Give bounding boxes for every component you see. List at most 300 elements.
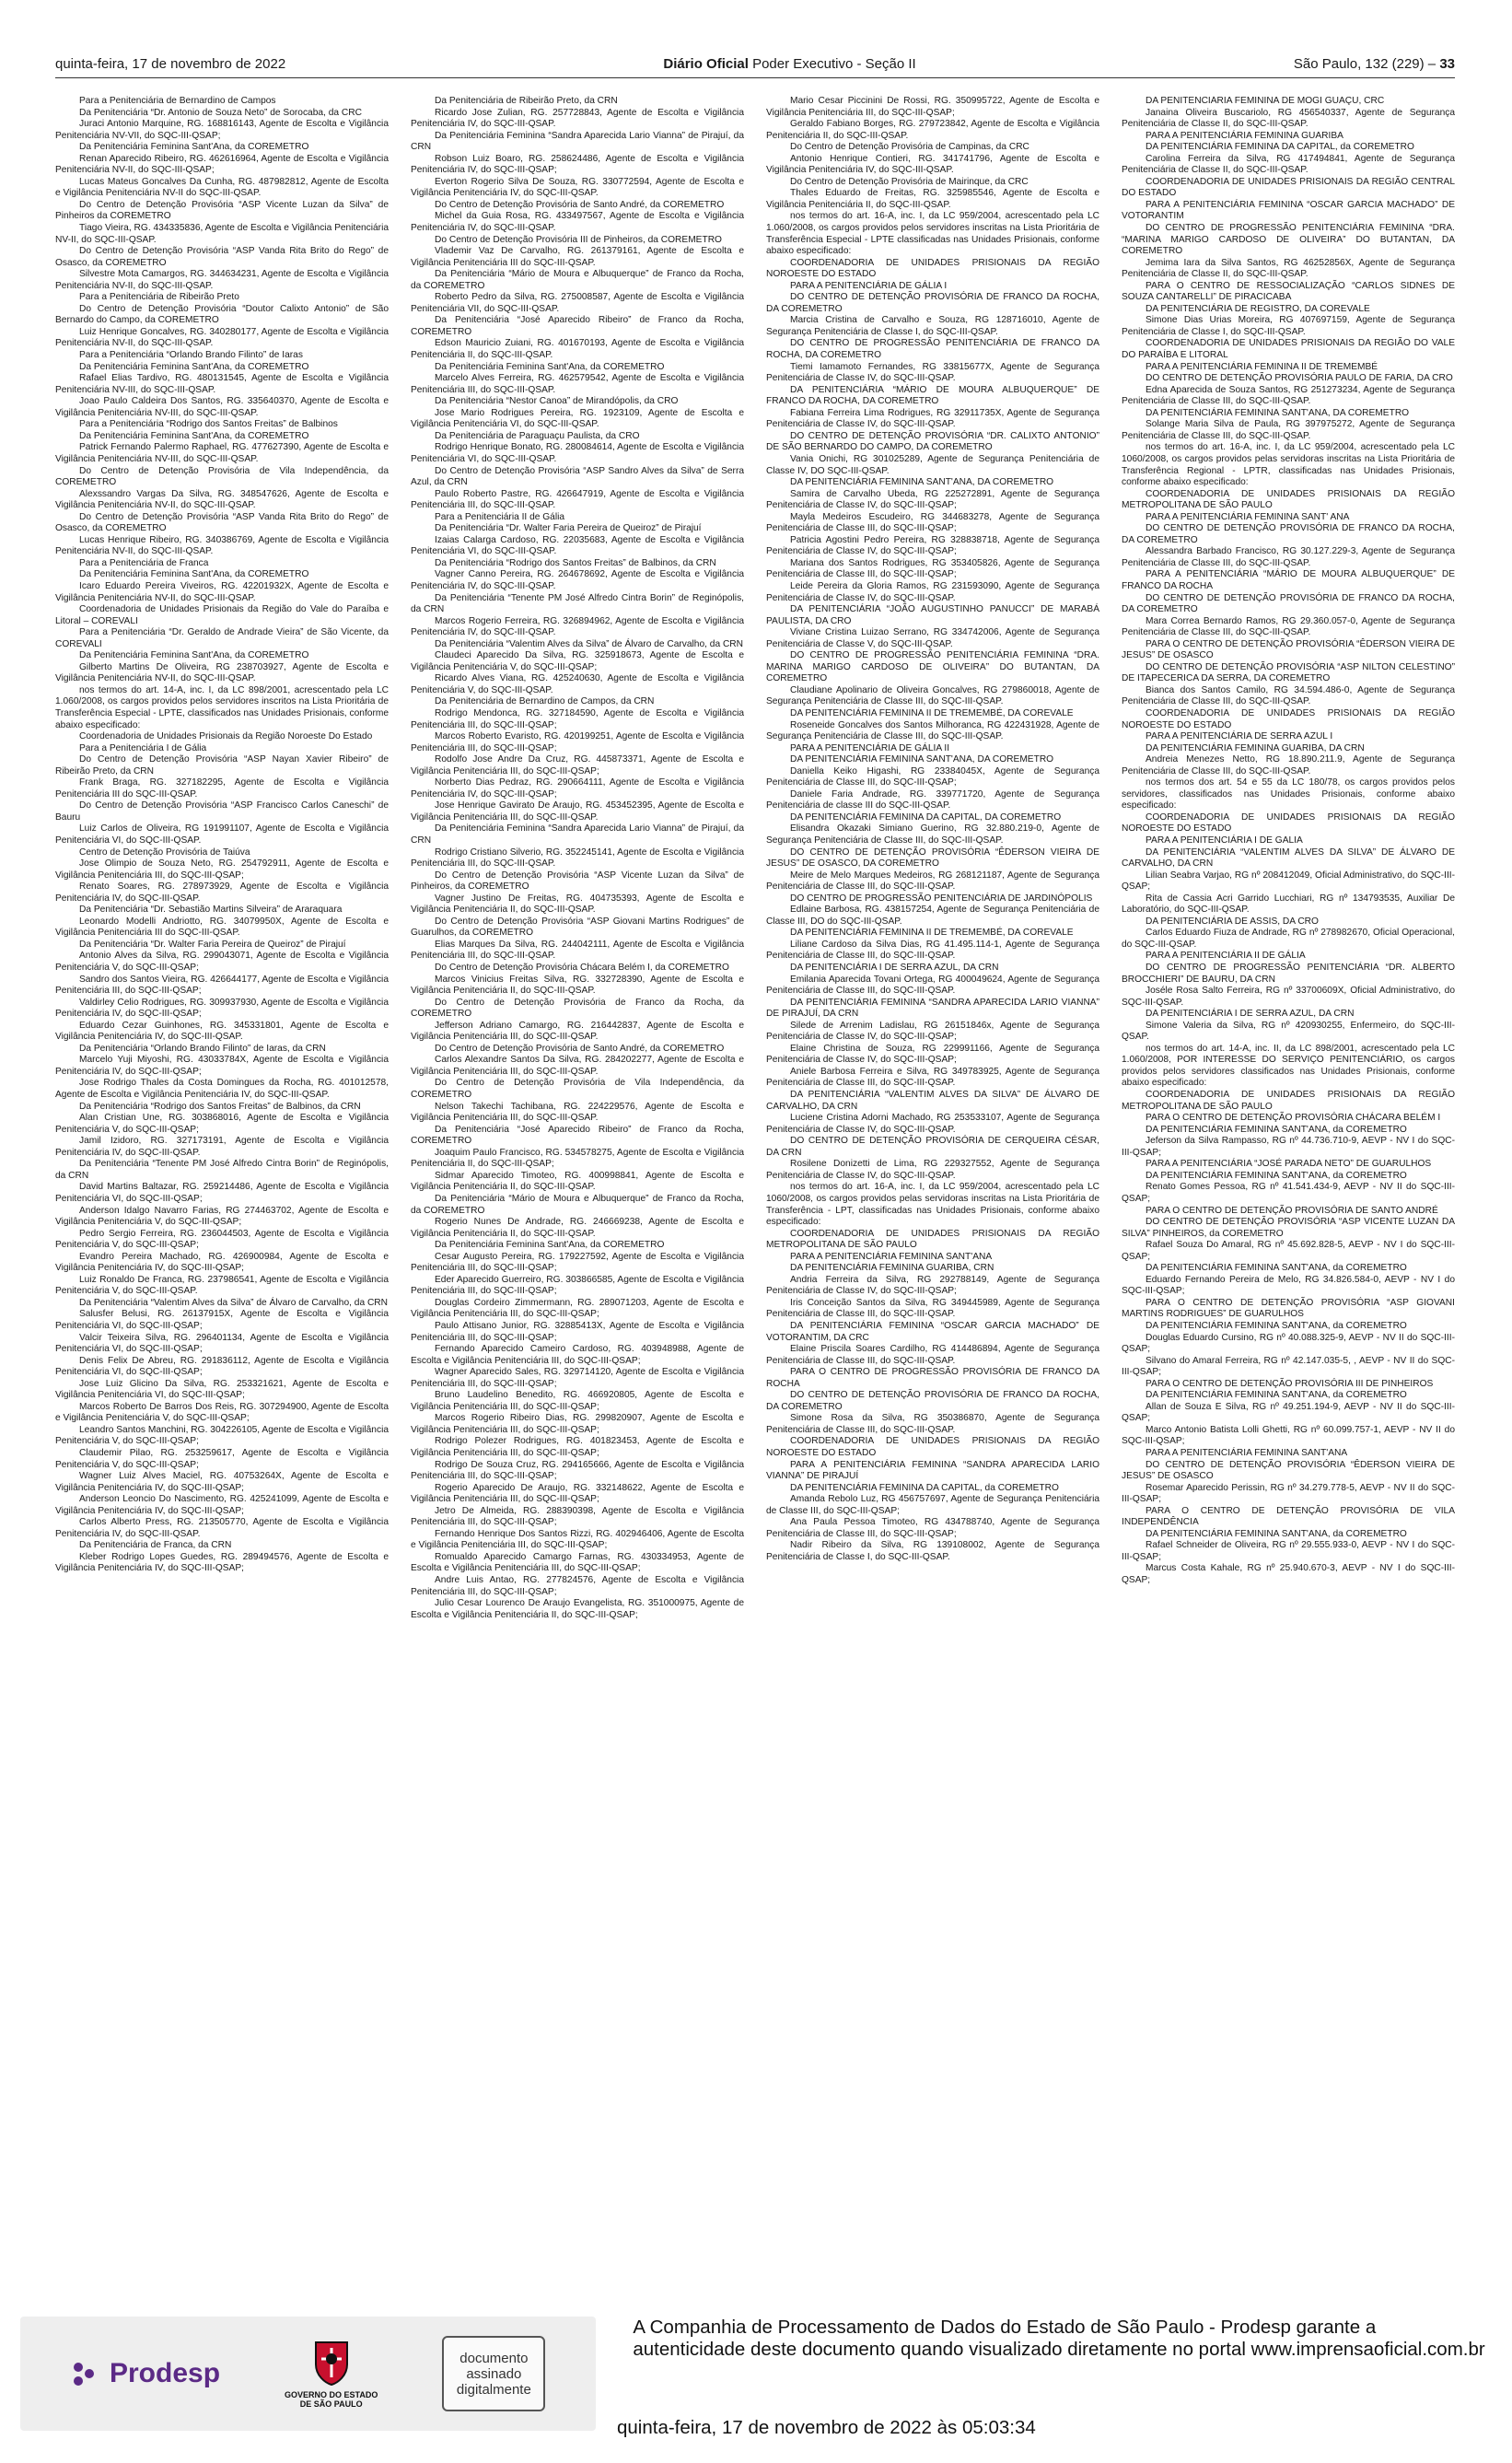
paragraph: DA PENITENCIÁRIA “VALENTIM ALVES DA SILVA” DE ÁLVARO DE CARVALHO, DA CRN — [1122, 846, 1455, 870]
paragraph: Jose Rodrigo Thales da Costa Domingues da Rocha, RG. 401012578, Agente de Escolta e Vigilância Penitenciária IV, do SQC-III-QSAP. — [55, 1078, 389, 1101]
paragraph: Do Centro de Detenção Provisória “Doutor Calixto Antonio” de São Bernardo do Campo, da COREMETRO — [55, 303, 389, 326]
paragraph: Da Penitenciária “Dr. Walter Faria Pereira de Queiroz” de Pirajuí — [435, 523, 702, 534]
paragraph: Aniele Barbosa Ferreira e Silva, RG 349783925, Agente de Segurança Penitenciária de Classe III, do SQC-III-QSAP. — [766, 1066, 1099, 1089]
paragraph: Douglas Eduardo Cursino, RG nº 40.088.325-9, AEVP - NV II do SQC-III-QSAP; — [1122, 1332, 1455, 1355]
paragraph: Do Centro de Detenção Provisória “ASP Vicente Luzan da Silva” de Pinheiros da COREMETRO — [55, 199, 389, 222]
paragraph: Marcelo Alves Ferreira, RG. 462579542, Agente de Escolta e Vigilância Penitenciária III, do SQC-III-QSAP. — [411, 373, 744, 395]
header-title-bold: Diário Oficial — [663, 55, 749, 72]
paragraph: Para a Penitenciária “Dr. Geraldo de Andrade Vieira” de São Vicente, da COREVALI — [55, 627, 389, 649]
paragraph: DO CENTRO DE DETENÇÃO PROVISÓRIA “DR. CALIXTO ANTONIO” DE SÃO BERNARDO DO CAMPO, DA COREMETRO — [766, 430, 1099, 453]
paragraph: Renan Aparecido Ribeiro, RG. 462616964, Agente de Escolta e Vigilância Penitenciária NV-II, do SQC-III-QSAP; — [55, 153, 389, 176]
paragraph: Marcos Roberto Evaristo, RG. 420199251, Agente de Escolta e Vigilância Penitenciária III, do SQC-III-QSAP; — [411, 731, 744, 753]
paragraph: Sidmar Aparecido Timoteo, RG. 400998841, Agente de Escolta e Vigilância Penitenciária II, do SQC-III-QSAP. — [411, 1170, 744, 1193]
paragraph: DA PENITENCIÁRIA DE ASSIS, DA CRO — [1146, 916, 1319, 927]
paragraph: Nelson Takechi Tachibana, RG. 224229576, Agente de Escolta e Vigilância Penitenciária III, do SQC-III-QSAP. — [411, 1101, 744, 1124]
paragraph: DO CENTRO DE DETENÇÃO PROVISÓRIA PAULO DE FARIA, DA CRO — [1146, 373, 1453, 384]
paragraph: Leandro Santos Manchini, RG. 304226105, Agente de Escolta e Vigilância Penitenciária V, do SQC-III-QSAP; — [55, 1424, 389, 1447]
paragraph: DA PENITENCIÁRIA FEMININA SANT'ANA, da COREMETRO — [1146, 1124, 1407, 1135]
paragraph: Sandro dos Santos Vieira, RG. 426644177, Agente de Escolta e Vigilância Penitenciária III, do SQC-III-QSAP; — [55, 974, 389, 997]
paragraph: Da Penitenciária “Dr. Walter Faria Pereira de Queiroz” de Pirajuí — [79, 939, 346, 950]
page-header — [55, 52, 1455, 76]
header-title — [663, 56, 915, 72]
paragraph: PARA A PENITENCIÁRIA DE GÁLIA II — [790, 742, 950, 753]
paragraph: David Martins Baltazar, RG. 259214486, Agente de Escolta e Vigilância Penitenciária VI, do SQC-III-QSAP; — [55, 1182, 389, 1204]
paragraph: PARA A PENITENCIÁRIA DE SERRA AZUL I — [1146, 731, 1333, 742]
paragraph: DA PENITENCIÁRIA I DE SERRA AZUL, DA CRN — [790, 963, 999, 974]
text-columns — [55, 96, 1455, 2299]
paragraph: Anderson Idalgo Navarro Farias, RG 274463702, Agente de Escolta e Vigilância Penitenciária V, do SQC-III-QSAP; — [55, 1205, 389, 1228]
paragraph: DO CENTRO DE DETENÇÃO PROVISÓRIA DE FRANCO DA ROCHA, DA COREMETRO — [766, 1390, 1099, 1412]
paragraph: Thales Eduardo de Freitas, RG. 325985546, Agente de Escolta e Vigilância Penitenciária II, do SQC-III-QSAP. — [766, 188, 1099, 210]
paragraph: PARA A PENITENCIÁRIA “JOSÉ PARADA NETO” DE GUARULHOS — [1146, 1159, 1432, 1170]
paragraph: Renato Gomes Pessoa, RG nº 41.541.434-9, AEVP - NV II do SQC-III-QSAP; — [1122, 1182, 1455, 1204]
paragraph: DA PENITENCIÁRIA FEMININA II DE TREMEMBÉ, DA COREVALE — [790, 707, 1074, 718]
paragraph: Da Penitenciária Feminina Sant'Ana, da COREMETRO — [79, 430, 309, 441]
paragraph: Da Penitenciária Feminina Sant'Ana, da COREMETRO — [79, 361, 309, 372]
paragraph: Iris Conceição Santos da Silva, RG 349445989, Agente de Segurança Penitenciária de Classe III, do SQC-III-QSAP. — [766, 1297, 1099, 1320]
paragraph: PARA O CENTRO DE DETENÇÃO PROVISÓRIA “ASP GIOVANI MARTINS RODRIGUES” DE GUARULHOS — [1122, 1297, 1455, 1320]
paragraph: DA PENITENCIÁRIA FEMININA SANT'ANA, DA COREMETRO — [1146, 407, 1410, 418]
paragraph: Claudemir Pilao, RG. 253259617, Agente de Escolta e Vigilância Penitenciária V, do SQC-III-QSAP; — [55, 1447, 389, 1470]
paragraph: DO CENTRO DE DETENÇÃO PROVISÓRIA “ASP VICENTE LUZAN DA SILVA” PINHEIROS, da COREMETRO — [1122, 1217, 1455, 1239]
paragraph: Edna Aparecida de Souza Santos, RG 251273234, Agente de Segurança Penitenciária de Classe III, do SQC-III-QSAP. — [1122, 384, 1455, 407]
footer-logos — [20, 2317, 596, 2431]
paragraph: Cesar Augusto Pereira, RG. 179227592, Agente de Escolta e Vigilância Penitenciária III, do SQC-III-QSAP; — [411, 1251, 744, 1274]
paragraph: Da Penitenciária de Bernardino de Campos, da CRN — [435, 696, 655, 707]
paragraph: COORDENADORIA DE UNIDADES PRISIONAIS DA REGIÃO NOROESTE DO ESTADO — [1122, 707, 1455, 730]
paragraph: Joséle Rosa Salto Ferreira, RG nº 33700609X, Oficial Administrativo, do SQC-III-QSAP. — [1122, 986, 1455, 1008]
paragraph: Do Centro de Detenção Provisória de Franco da Rocha, da COREMETRO — [411, 997, 744, 1020]
paragraph: Do Centro de Detenção Provisória de Vila Independência, da COREMETRO — [55, 465, 389, 488]
paragraph: Jefferson Adriano Camargo, RG. 216442837, Agente de Escolta e Vigilância Penitenciária III, do SQC-III-QSAP. — [411, 1020, 744, 1043]
paragraph: Alessandra Barbado Francisco, RG 30.127.229-3, Agente de Segurança Penitenciária de Classe III, do SQC-III-QSAP. — [1122, 546, 1455, 568]
paragraph: Fabiana Ferreira Lima Rodrigues, RG 32911735X, Agente de Segurança Penitenciária de Classe IV, do SQC-III-QSAP. — [766, 407, 1099, 430]
paragraph: PARA O CENTRO DE DETENÇÃO PROVISÓRIA DE SANTO ANDRÉ — [1146, 1205, 1438, 1216]
paragraph: DA PENITENCIÁRIA FEMININA SANT'ANA, da COREMETRO — [1146, 1263, 1407, 1274]
paragraph: Marcos Rogerio Ribeiro Dias, RG. 299820907, Agente de Escolta e Vigilância Penitenciária III, do SQC-III-QSAP; — [411, 1413, 744, 1435]
paragraph: Jose Mario Rodrigues Pereira, RG. 1923109, Agente de Escolta e Vigilância Penitenciária VI, do SQC-III-QSAP. — [411, 407, 744, 430]
paragraph: Do Centro de Detenção Provisória Chácara Belém I, da COREMETRO — [435, 963, 729, 974]
paragraph: Da Penitenciária “Mário de Moura e Albuquerque” de Franco da Rocha, da COREMETRO — [411, 269, 744, 291]
header-location — [1294, 56, 1455, 72]
paragraph: Jamil Izidoro, RG. 327173191, Agente de Escolta e Vigilância Penitenciária IV, do SQC-III-QSAP. — [55, 1136, 389, 1158]
paragraph: DA PENITENCIÁRIA FEMININA SANT'ANA, da COREMETRO — [1146, 1528, 1407, 1539]
paragraph: Do Centro de Detenção Provisória “ASP Vanda Rita Brito do Rego” de Osasco, da COREMETRO — [55, 511, 389, 534]
paragraph: Da Penitenciária Feminina Sant'Ana, da COREMETRO — [79, 650, 309, 661]
paragraph: Meire de Melo Marques Medeiros, RG 268121187, Agente de Segurança Penitenciária de Classe III, do SQC-III-QSAP. — [766, 870, 1099, 893]
paragraph: Coordenadoria de Unidades Prisionais da Região Noroeste Do Estado — [79, 731, 373, 742]
paragraph: COORDENADORIA DE UNIDADES PRISIONAIS DA REGIÃO NOROESTE DO ESTADO — [766, 1436, 1099, 1458]
paragraph: Do Centro de Detenção Provisória “ASP Vicente Luzan da Silva” de Pinheiros, da COREMETRO — [411, 870, 744, 893]
paragraph: Vagner Canno Pereira, RG. 264678692, Agente de Escolta e Vigilância Penitenciária IV, do SQC-III-QSAP. — [411, 569, 744, 591]
paragraph: COORDENADORIA DE UNIDADES PRISIONAIS DA REGIÃO METROPOLITANA DE SÃO PAULO — [766, 1228, 1099, 1251]
stamp-line1: documento — [459, 2350, 529, 2366]
paragraph: Salusfer Belusi, RG. 26137915X, Agente de Escolta e Vigilância Penitenciária VI, do SQC-III-QSAP; — [55, 1309, 389, 1331]
paragraph: Leonardo Modelli Andriotto, RG. 34079950X, Agente de Escolta e Vigilância Penitenciária III do SQC-III-QSAP. — [55, 916, 389, 939]
paragraph: Paulo Attisano Junior, RG. 32885413X, Agente de Escolta e Vigilância Penitenciária III, do SQC-III-QSAP; — [411, 1320, 744, 1343]
paragraph: Do Centro de Detenção Provisória “ASP Giovani Martins Rodrigues” de Guarulhos, da COREMETRO — [411, 916, 744, 939]
paragraph: Bruno Laudelino Benedito, RG. 466920805, Agente de Escolta e Vigilância Penitenciária III, do SQC-III-QSAP; — [411, 1390, 744, 1412]
paragraph: PARA O CENTRO DE DETENÇÃO PROVISÓRIA “ÊDERSON VIEIRA DE JESUS” DE OSASCO — [1122, 638, 1455, 661]
stamp-line2: assinado — [466, 2365, 522, 2382]
paragraph: Ricardo Jose Zulian, RG. 257728843, Agente de Escolta e Vigilância Penitenciária IV, do SQC-III-QSAP. — [411, 107, 744, 130]
text-column-2 — [411, 96, 744, 2299]
paragraph: Ricardo Alves Viana, RG. 425240630, Agente de Escolta e Vigilância Penitenciária V, do SQC-III-QSAP. — [411, 673, 744, 695]
paragraph: PARA A PENITENCIÁRIA FEMININA “OSCAR GARCIA MACHADO” DE VOTORANTIM — [1122, 199, 1455, 222]
paragraph: PARA A PENITENCIÁRIA II DE GÁLIA — [1146, 951, 1306, 962]
footer-timestamp: quinta-feira, 17 de novembro de 2022 às 05:03:34 — [617, 2417, 1036, 2438]
paragraph: Rafael Schneider de Oliveira, RG nº 29.555.933-0, AEVP - NV I do SQC-III-QSAP; — [1122, 1540, 1455, 1562]
page-number: 33 — [1439, 55, 1455, 72]
paragraph: Alexssandro Vargas Da Silva, RG. 348547626, Agente de Escolta e Vigilância Penitenciária NV-II, do SQC-III-QSAP. — [55, 488, 389, 511]
paragraph: nos termos do art. 16-A, inc. I, da LC 959/2004, acrescentado pela LC 1.060/2008, os cargos providos pelos servidores inscritas na Lista Prioritária de Transferência Especial - LPTE classificadas nas Unidades Prisionais, conforme abaixo especificado: — [766, 211, 1099, 257]
paragraph: Anderson Leoncio Do Nascimento, RG. 425241099, Agente de Escolta e Vigilância Penitenciária IV, do SQC-III-QSAP; — [55, 1494, 389, 1516]
paragraph: Da Penitenciária “Orlando Brando Filinto” de Iaras, da CRN — [79, 1043, 326, 1054]
paragraph: Da Penitenciária “Rodrigo dos Santos Freitas” de Balbinos, da CRN — [79, 1101, 361, 1112]
paragraph: COORDENADORIA DE UNIDADES PRISIONAIS DA REGIÃO METROPOLITANA DE SÃO PAULO — [1122, 488, 1455, 511]
paragraph: Para a Penitenciária de Bernardino de Campos — [79, 96, 276, 106]
paragraph: nos termos do art. 16-A, inc. I, da LC 959/2004, acrescentado pela LC 1060/2008, os cargos providos pelas servidoras inscritas na Lista Prioritária de Transferência Regional - LPTR, classificadas nas Unidades Prisionais, conforme abaixo especificado: — [1122, 442, 1455, 488]
paragraph: DO CENTRO DE DETENÇÃO PROVISÓRIA “ÊDERSON VIEIRA DE JESUS” DE OSASCO — [1122, 1459, 1455, 1482]
text-column-4 — [1122, 96, 1455, 2299]
paragraph: DO CENTRO DE DETENÇÃO PROVISÓRIA DE FRANCO DA ROCHA, DA COREMETRO — [1122, 523, 1455, 545]
paragraph: Simone Valeria da Silva, RG nº 420930255, Enfermeiro, do SQC-III-QSAP. — [1122, 1020, 1455, 1043]
paragraph: Da Penitenciária Feminina Sant'Ana, da COREMETRO — [435, 1240, 665, 1251]
paragraph: Rogerio Aparecido De Araujo, RG. 332148622, Agente de Escolta e Vigilância Penitenciária III, do SQC-III-QSAP; — [411, 1482, 744, 1505]
paragraph: Janaina Oliveira Buscariolo, RG 456540337, Agente de Segurança Penitenciária de Classe II, do SQC-III-QSAP. — [1122, 107, 1455, 130]
paragraph: Marcelo Yuji Miyoshi, RG. 43033784X, Agente de Escolta e Vigilância Penitenciária IV, do SQC-III-QSAP; — [55, 1055, 389, 1077]
paragraph: Para a Penitenciária I de Gália — [79, 742, 207, 753]
paragraph: Ana Paula Pessoa Timoteo, RG 434788740, Agente de Segurança Penitenciária de Classe III, do SQC-III-QSAP; — [766, 1517, 1099, 1539]
gov-sp-logo — [285, 2339, 378, 2409]
paragraph: DA PENITENCIÁRIA FEMININA GUARIBA, DA CRN — [1146, 742, 1365, 753]
paragraph: Centro de Detenção Provisória de Taiúva — [79, 846, 250, 858]
paragraph: Patricia Agostini Pedro Pereira, RG 328838718, Agente de Segurança Penitenciária de Classe IV, do SQC-III-QSAP; — [766, 534, 1099, 557]
paragraph: PARA A PENITENCIÁRIA FEMININA SANT'ANA — [790, 1251, 993, 1262]
paragraph: Eduardo Fernando Pereira de Melo, RG 34.826.584-0, AEVP - NV I do SQC-III-QSAP; — [1122, 1274, 1455, 1297]
paragraph: DO CENTRO DE DETENÇÃO PROVISÓRIA “ASP NILTON CELESTINO” DE ITAPECERICA DA SERRA, DA COREMETRO — [1122, 661, 1455, 684]
paragraph: Rodrigo Henrique Bonato, RG. 280084614, Agente de Escolta e Vigilância Penitenciária VI, do SQC-III-QSAP. — [411, 442, 744, 464]
paragraph: Eder Aparecido Guerreiro, RG. 303866585, Agente de Escolta e Vigilância Penitenciária III, do SQC-III-QSAP; — [411, 1274, 744, 1297]
paragraph: Da Penitenciária Feminina “Sandra Aparecida Lario Vianna” de Pirajuí, da CRN — [411, 130, 744, 153]
paragraph: Andreia Menezes Netto, RG 18.890.211.9, Agente de Segurança Penitenciária de Classe III, do SQC-III-QSAP. — [1122, 754, 1455, 776]
paragraph: Valdirley Celio Rodrigues, RG. 309937930, Agente de Escolta e Vigilância Penitenciária IV, do SQC-III-QSAP; — [55, 997, 389, 1020]
paragraph: Luiz Ronaldo De Franca, RG. 237986541, Agente de Escolta e Vigilância Penitenciária V, do SQC-III-QSAP. — [55, 1274, 389, 1297]
paragraph: Izaias Calarga Cardoso, RG. 22035683, Agente de Escolta e Vigilância Penitenciária VI, do SQC-III-QSAP. — [411, 534, 744, 557]
paragraph: Mara Correa Bernardo Ramos, RG 29.360.057-0, Agente de Segurança Penitenciária de Classe III, do SQC-III-QSAP. — [1122, 615, 1455, 638]
paragraph: Da Penitenciária “José Aparecido Ribeiro” de Franco da Rocha, COREMETRO — [411, 1124, 744, 1147]
paragraph: PARA A PENITENCIÁRIA FEMININA “SANDRA APARECIDA LARIO VIANNA” DE PIRAJUÍ — [766, 1459, 1099, 1482]
paragraph: Silvano do Amaral Ferreira, RG nº 42.147.035-5, , AEVP - NV II do SQC-III-QSAP; — [1122, 1355, 1455, 1378]
paragraph: DA PENITENCIÁRIA FEMININA SANT'ANA, DA COREMETRO — [790, 477, 1054, 488]
paragraph: COORDENADORIA DE UNIDADES PRISIONAIS DA REGIÃO DO VALE DO PARAÍBA E LITORAL — [1122, 338, 1455, 361]
paragraph: COORDENADORIA DE UNIDADES PRISIONAIS DA REGIÃO NOROESTE DO ESTADO — [1122, 811, 1455, 835]
text-column-3 — [766, 96, 1099, 2299]
paragraph: Rita de Cassia Acri Garrido Lucchiari, RG nº 134793535, Auxiliar De Laboratório, do SQC-III-QSAP. — [1122, 893, 1455, 916]
paragraph: DA PENITENCIÁRIA FEMININA SANT'ANA, da COREMETRO — [1146, 1170, 1407, 1181]
paragraph: Edson Mauricio Zuiani, RG. 401670193, Agente de Escolta e Vigilância Penitenciária II, do SQC-III-QSAP. — [411, 338, 744, 361]
paragraph: Simone Rosa da Silva, RG 350386870, Agente de Segurança Penitenciária de Classe III, do SQC-III-QSAP. — [766, 1413, 1099, 1435]
paragraph: Alan Cristian Une, RG. 303868016, Agente de Escolta e Vigilância Penitenciária V, do SQC-III-QSAP; — [55, 1113, 389, 1135]
paragraph: Tiago Vieira, RG. 434335836, Agente de Escolta e Vigilância Penitenciária NV-II, do SQC-III-QSAP. — [55, 223, 389, 245]
paragraph: Do Centro de Detenção Provisória de Mairinque, da CRC — [790, 176, 1029, 187]
paragraph: Romualdo Aparecido Camargo Farnas, RG. 430334953, Agente de Escolta e Vigilância Penitenciária III, do SQC-III-QSAP; — [411, 1551, 744, 1574]
paragraph: Norberto Dias Pedraz, RG. 290664111, Agente de Escolta e Vigilância Penitenciária IV, do SQC-III-QSAP; — [411, 777, 744, 800]
paragraph: nos termos do art. 14-A, inc. II, da LC 898/2001, acrescentado pela LC 1.060/2008, POR INTERESSE DO SERVIÇO PENITENCIÁRIO, os cargos providos pelos servidores classificados nas Unidades Prisionais, conforme abaixo especificado: — [1122, 1043, 1455, 1089]
paragraph: Paulo Roberto Pastre, RG. 426647919, Agente de Escolta e Vigilância Penitenciária III, do SQC-III-QSAP. — [411, 488, 744, 511]
paragraph: Rosemar Aparecido Perissin, RG nº 34.279.778-5, AEVP - NV II do SQC-III-QSAP; — [1122, 1482, 1455, 1505]
authenticity-notice: A Companhia de Processamento de Dados do Estado de São Paulo - Prodesp garante a autenticidade deste documento quando visualizado diretamente no portal www.imprensaoficial.com.br — [633, 2317, 1485, 2360]
paragraph: Vlademir Vaz De Carvalho, RG. 261379161, Agente de Escolta e Vigilância Penitenciária III do SQC-III-QSAP. — [411, 246, 744, 268]
stamp-line3: digitalmente — [456, 2381, 531, 2398]
paragraph: Silvestre Mota Camargos, RG. 344634231, Agente de Escolta e Vigilância Penitenciária NV-II, do SQC-III-QSAP. — [55, 269, 389, 291]
paragraph: PARA O CENTRO DE DETENÇÃO PROVISÓRIA DE VILA INDEPENDÊNCIA — [1122, 1505, 1455, 1528]
paragraph: DA PENITENCIÁRIA FEMININA SANT'ANA, da COREMETRO — [1146, 1390, 1407, 1401]
paragraph: Vania Onichi, RG 301025289, Agente de Segurança Penitenciária de Classe IV, DO SQC-III-QSAP. — [766, 453, 1099, 476]
paragraph: DA PENITENCIÁRIA FEMININA GUARIBA, CRN — [790, 1263, 994, 1274]
paragraph: Marcia Cristina de Carvalho e Souza, RG 128716010, Agente de Segurança Penitenciária de Classe I, do SQC-III-QSAP. — [766, 315, 1099, 337]
paragraph: Vagner Justino De Freitas, RG. 404735393, Agente de Escolta e Vigilância Penitenciária II, do SQC-III-QSAP. — [411, 893, 744, 916]
paragraph: Samira de Carvalho Ubeda, RG 225272891, Agente de Segurança Penitenciária de Classe IV, do SQC-III-QSAP; — [766, 488, 1099, 511]
paragraph: Allan de Souza E Silva, RG nº 49.251.194-9, AEVP - NV II do SQC-III-QSAP; — [1122, 1401, 1455, 1424]
paragraph: Juraci Antonio Marquine, RG. 168816143, Agente de Escolta e Vigilância Penitenciária NV-VII, do SQC-III-QSAP; — [55, 119, 389, 141]
paragraph: Do Centro de Detenção Provisória de Vila Independência, da COREMETRO — [411, 1078, 744, 1101]
paragraph: Jetro De Almeida, RG. 288390398, Agente de Escolta e Vigilância Penitenciária III, do SQC-III-QSAP; — [411, 1505, 744, 1528]
paragraph: Joao Paulo Caldeira Dos Santos, RG. 335640370, Agente de Escolta e Vigilância Penitenciária NV-III, do SQC-III-QSAP. — [55, 396, 389, 418]
paragraph: PARA O CENTRO DE PROGRESSÃO PROVISÓRIA DE FRANCO DA ROCHA — [766, 1367, 1099, 1389]
paragraph: Jeferson da Silva Rampasso, RG nº 44.736.710-9, AEVP - NV I do SQC-III-QSAP; — [1122, 1136, 1455, 1158]
paragraph: PARA A PENITENCIÁRIA DE GÁLIA I — [790, 280, 948, 291]
paragraph: Icaro Eduardo Pereira Viveiros, RG. 42201932X, Agente de Escolta e Vigilância Penitenciária NV-II, do SQC-III-QSAP. — [55, 580, 389, 603]
paragraph: Rogerio Nunes De Andrade, RG. 246669238, Agente de Escolta e Vigilância Penitenciária II, do SQC-III-QSAP. — [411, 1217, 744, 1239]
paragraph: Douglas Cordeiro Zimmermann, RG. 289071203, Agente de Escolta e Vigilância Penitenciária III, do SQC-III-QSAP; — [411, 1297, 744, 1320]
paragraph: Para a Penitenciária “Rodrigo dos Santos Freitas” de Balbinos — [79, 419, 338, 430]
paragraph: Claudiane Apolinario de Oliveira Goncalves, RG 279860018, Agente de Segurança Penitenciária de Classe III, do SQC-III-QSAP. — [766, 684, 1099, 707]
header-date: quinta-feira, 17 de novembro de 2022 — [55, 55, 286, 72]
paragraph: PARA A PENITENCIÁRIA FEMININA SANT' ANA — [1146, 511, 1350, 522]
paragraph: PARA O CENTRO DE DETENÇÃO PROVISÓRIA CHÁCARA BELÉM I — [1146, 1113, 1441, 1124]
paragraph: Lucas Henrique Ribeiro, RG. 340386769, Agente de Escolta e Vigilância Penitenciária NV-II, do SQC-III-QSAP. — [55, 534, 389, 557]
paragraph: Da Penitenciária de Ribeirão Preto, da CRN — [435, 96, 618, 106]
paragraph: Emilania Aparecida Tovani Ortega, RG 400049624, Agente de Segurança Penitenciária de Classe III, do SQC-III-QSAP. — [766, 974, 1099, 997]
paragraph: Amanda Rebolo Luz, RG 456757697, Agente de Segurança Penitenciária de Classe III, do SQC-III-QSAP; — [766, 1494, 1099, 1516]
paragraph: Mayla Medeiros Escudeiro, RG 344683278, Agente de Segurança Penitenciária de Classe III, do SQC-III-QSAP; — [766, 511, 1099, 534]
paragraph: DA PENITENCIÁRIA FEMININA DE MOGI GUAÇU, CRC — [1146, 96, 1385, 106]
paragraph: Do Centro de Detenção Provisória de Santo André, da COREMETRO — [435, 199, 725, 210]
paragraph: DA PENITENCIÁRIA FEMININA SANT'ANA, da COREMETRO — [1146, 1320, 1407, 1331]
paragraph: Antonio Henrique Contieri, RG. 341741796, Agente de Escolta e Vigilância Penitenciária IV, do SQC-III-QSAP. — [766, 153, 1099, 176]
paragraph: Nadir Ribeiro da Silva, RG 139108002, Agente de Segurança Penitenciária de Classe I, do SQC-III-QSAP. — [766, 1540, 1099, 1562]
paragraph: Claudeci Aparecido Da Silva, RG. 325918673, Agente de Escolta e Vigilância Penitenciária V, do SQC-III-QSAP; — [411, 650, 744, 672]
paragraph: Carlos Alberto Press, RG. 213505770, Agente de Escolta e Vigilância Penitenciária IV, do SQC-III-QSAP. — [55, 1517, 389, 1539]
paragraph: Rodrigo De Souza Cruz, RG. 294165666, Agente de Escolta e Vigilância Penitenciária III, do SQC-III-QSAP; — [411, 1459, 744, 1482]
paragraph: DA PENITENCIÁRIA FEMININA II DE TREMEMBÉ, DA COREVALE — [790, 928, 1074, 939]
paragraph: Do Centro de Detenção Provisória III de Pinheiros, da COREMETRO — [435, 234, 722, 245]
paragraph: Viviane Cristina Luizao Serrano, RG 334742006, Agente de Segurança Penitenciária de Classe V, do SQC-III-QSAP. — [766, 627, 1099, 649]
gov-logo-line2: DE SÃO PAULO — [299, 2399, 363, 2409]
paragraph: Valcir Teixeira Silva, RG. 296401134, Agente de Escolta e Vigilância Penitenciária VI, do SQC-III-QSAP; — [55, 1332, 389, 1355]
paragraph: DO CENTRO DE DETENÇÃO PROVISÓRIA “ÊDERSON VIEIRA DE JESUS” DE OSASCO, DA COREMETRO — [766, 846, 1099, 870]
paragraph: DA PENITENCIÁRIA “JOÃO AUGUSTINHO PANUCCI” DE MARABÁ PAULISTA, DA CRO — [766, 604, 1099, 626]
paragraph: Edlaine Barbosa, RG. 438157254, Agente de Segurança Penitenciária de Classe III, DO do SQC-III-QSAP. — [766, 905, 1099, 927]
paragraph: Lucas Mateus Goncalves Da Cunha, RG. 487982812, Agente de Escolta e Vigilância Penitenciária NV-II do SQC-III-QSAP. — [55, 176, 389, 199]
paragraph: Andre Luis Antao, RG. 277824576, Agente de Escolta e Vigilância Penitenciária III, do SQC-III-QSAP; — [411, 1575, 744, 1597]
paragraph: Kleber Rodrigo Lopes Guedes, RG. 289494576, Agente de Escolta e Vigilância Penitenciária IV, do SQC-III-QSAP; — [55, 1551, 389, 1574]
paragraph: PARA O CENTRO DE RESSOCIALIZAÇÃO “CARLOS SIDNES DE SOUZA CANTARELLI” DE PIRACICABA — [1122, 280, 1455, 303]
paragraph: DO CENTRO DE PROGRESSÃO PENITENCIÁRIA DE JARDINÓPOLIS — [790, 893, 1093, 904]
paragraph: COORDENADORIA DE UNIDADES PRISIONAIS DA REGIÃO NOROESTE DO ESTADO — [766, 257, 1099, 280]
paragraph: Simone Dias Urias Moreira, RG 407697159, Agente de Segurança Penitenciária de Classe I, do SQC-III-QSAP. — [1122, 315, 1455, 337]
paragraph: Rodrigo Cristiano Silverio, RG. 352245141, Agente de Escolta e Vigilância Penitenciária III, do SQC-III-QSAP. — [411, 846, 744, 870]
paragraph: PARA A PENITENCIÁRIA FEMININA SANT'ANA — [1146, 1447, 1348, 1458]
paragraph: Marcus Costa Kahale, RG nº 25.940.670-3, AEVP - NV I do SQC-III-QSAP; — [1122, 1563, 1455, 1585]
paragraph: Elaine Priscila Soares Cardilho, RG 414486894, Agente de Segurança Penitenciária de Classe III, do SQC-III-QSAP. — [766, 1344, 1099, 1366]
paragraph: DA PENITENCIÁRIA “VALENTIM ALVES DA SILVA” DE ÁLVARO DE CARVALHO, DA CRN — [766, 1090, 1099, 1112]
paragraph: Da Penitenciária Feminina Sant'Ana, da COREMETRO — [435, 361, 665, 372]
paragraph: Da Penitenciária Feminina Sant'Ana, da COREMETRO — [79, 569, 309, 580]
paragraph: Carolina Ferreira da Silva, RG 417494841, Agente de Segurança Penitenciária de Classe II, do SQC-III-QSAP. — [1122, 153, 1455, 176]
paragraph: DA PENITENCIÁRIA FEMININA DA CAPITAL, da COREMETRO — [1146, 142, 1414, 153]
paragraph: Wagner Aparecido Sales, RG. 329714120, Agente de Escolta e Vigilância Penitenciária III, do SQC-III-QSAP; — [411, 1367, 744, 1389]
paragraph: Leide Pereira da Gloria Ramos, RG 231593090, Agente de Segurança Penitenciária de Classe IV, do SQC-III-QSAP. — [766, 580, 1099, 603]
paragraph: Carlos Alexandre Santos Da Silva, RG. 284202277, Agente de Escolta e Vigilância Penitenciária III, do SQC-III-QSAP. — [411, 1055, 744, 1077]
paragraph: Denis Felix De Abreu, RG. 291836112, Agente de Escolta e Vigilância Penitenciária VI, do SQC-III-QSAP; — [55, 1355, 389, 1378]
paragraph: Frank Braga, RG. 327182295, Agente de Escolta e Vigilância Penitenciária III do SQC-III-QSAP. — [55, 777, 389, 800]
paragraph: Julio Cesar Lourenco De Araujo Evangelista, RG. 351000975, Agente de Escolta e Vigilância Penitenciária II, do SQC-III-QSAP; — [411, 1598, 744, 1620]
paragraph: Da Penitenciária Feminina Sant'Ana, da COREMETRO — [79, 142, 309, 153]
paragraph: Antonio Alves da Silva, RG. 299043071, Agente de Escolta e Vigilância Penitenciária V, do SQC-III-QSAP; — [55, 951, 389, 974]
header-location-text: São Paulo, 132 (229) – — [1293, 55, 1440, 72]
paragraph: Silede de Arrenim Ladislau, RG 26151846x, Agente de Segurança Penitenciária de Classe IV, do SQC-III-QSAP; — [766, 1020, 1099, 1043]
paragraph: Para a Penitenciária “Orlando Brando Filinto” de Iaras — [79, 350, 303, 361]
paragraph: Patrick Fernando Palermo Raphael, RG. 477627390, Agente de Escolta e Vigilância Penitenciária NV-III, do SQC-III-QSAP. — [55, 442, 389, 464]
paragraph: Daniella Keiko Higashi, RG 23384045X, Agente de Segurança Penitenciária de Classe III, do SQC-III-QSAP; — [766, 765, 1099, 788]
paragraph: Da Penitenciária “Dr. Sebastião Martins Silveira” de Araraquara — [79, 905, 343, 916]
paragraph: Para a Penitenciária de Ribeirão Preto — [79, 292, 239, 303]
paragraph: DA PENITENCIÁRIA FEMININA DA CAPITAL, DA COREMETRO — [790, 811, 1062, 823]
paragraph: Renato Soares, RG. 278973929, Agente de Escolta e Vigilância Penitenciária IV, do SQC-III-QSAP. — [55, 881, 389, 904]
paragraph: Jose Luiz Glicino Da Silva, RG. 253321621, Agente de Escolta e Vigilância Penitenciária VI, do SQC-III-QSAP; — [55, 1378, 389, 1401]
header-title-rest: Poder Executivo - Seção II — [748, 55, 916, 72]
paragraph: Mario Cesar Piccinini De Rossi, RG. 350995722, Agente de Escolta e Vigilância Penitenciária III, do SQC-III-QSAP; — [766, 96, 1099, 118]
paragraph: Fernando Henrique Dos Santos Rizzi, RG. 402946406, Agente de Escolta e Vigilância Penitenciária III, do SQC-III-QSAP; — [411, 1528, 744, 1551]
paragraph: Carlos Eduardo Fiuza de Andrade, RG nº 278982670, Oficial Operacional, do SQC-III-QSAP. — [1122, 928, 1455, 950]
paragraph: DA PENITENCIÁRIA “MÁRIO DE MOURA ALBUQUERQUE” DE FRANCO DA ROCHA, DA COREMETRO — [766, 384, 1099, 407]
paragraph: Da Penitenciária de Paraguaçu Paulista, da CRO — [435, 430, 640, 441]
paragraph: Coordenadoria de Unidades Prisionais da Região do Vale do Paraíba e Litoral – COREVALI — [55, 604, 389, 626]
paragraph: Marcos Vinicius Freitas Silva, RG. 332728390, Agente de Escolta e Vigilância Penitenciária II, do SQC-III-QSAP. — [411, 974, 744, 997]
paragraph: Lilian Seabra Varjao, RG nº 208412049, Oficial Administrativo, do SQC-III-QSAP; — [1122, 870, 1455, 893]
paragraph: Da Penitenciária “Tenente PM José Alfredo Cintra Borin” de Reginópolis, da CRN — [411, 592, 744, 615]
paragraph: Liliane Cardoso da Silva Dias, RG 41.495.114-1, Agente de Segurança Penitenciária de Classe III, do SQC-III-QSAP. — [766, 939, 1099, 962]
paragraph: Fernando Aparecido Cameiro Cardoso, RG. 403948988, Agente de Escolta e Vigilância Penitenciária III, do SQC-III-QSAP; — [411, 1344, 744, 1366]
paragraph: Pedro Sergio Ferreira, RG. 236044503, Agente de Escolta e Vigilância Penitenciária V, do SQC-III-QSAP; — [55, 1228, 389, 1251]
paragraph: Do Centro de Detenção Provisória de Santo André, da COREMETRO — [435, 1043, 725, 1054]
paragraph: Da Penitenciária “Rodrigo dos Santos Freitas” de Balbinos, da CRN — [435, 557, 716, 568]
paragraph: Roberto Pedro da Silva, RG. 275008587, Agente de Escolta e Vigilância Penitenciária VII, do SQC-III-QSAP. — [411, 292, 744, 314]
paragraph: Da Penitenciária “Mário de Moura e Albuquerque” de Franco da Rocha, da COREMETRO — [411, 1193, 744, 1216]
paragraph: COORDENADORIA DE UNIDADES PRISIONAIS DA REGIÃO CENTRAL DO ESTADO — [1122, 176, 1455, 199]
paragraph: Tiemi Iamamoto Fernandes, RG 33815677X, Agente de Segurança Penitenciária de Classe IV, do SQC-III-QSAP. — [766, 361, 1099, 384]
prodesp-logo — [71, 2358, 220, 2389]
paragraph: Da Penitenciária “Nestor Canoa” de Mirandópolis, da CRO — [435, 396, 679, 407]
paragraph: Mariana dos Santos Rodrigues, RG 353405826, Agente de Segurança Penitenciária de Classe III, do SQC-III-QSAP; — [766, 557, 1099, 580]
paragraph: Gilberto Martins De Oliveira, RG 238703927, Agente de Escolta e Vigilância Penitenciária NV-II, do SQC-III-QSAP. — [55, 661, 389, 684]
paragraph: Luciene Cristina Adorni Machado, RG 253533107, Agente de Segurança Penitenciária de Classe IV, do SQC-III-QSAP. — [766, 1113, 1099, 1135]
paragraph: Elias Marques Da Silva, RG. 244042111, Agente de Escolta e Vigilância Penitenciária III, do SQC-III-QSAP. — [411, 939, 744, 962]
paragraph: DO CENTRO DE PROGRESSÃO PENITENCIÁRIA DE FRANCO DA ROCHA, DA COREMETRO — [766, 338, 1099, 361]
text-column-1 — [55, 96, 389, 2299]
paragraph: DO CENTRO DE DETENÇÃO PROVISÓRIA DE FRANCO DA ROCHA, DA COREMETRO — [766, 292, 1099, 314]
paragraph: DA PENITENCIÁRIA I DE SERRA AZUL, DA CRN — [1146, 1009, 1355, 1020]
header-divider — [55, 77, 1455, 78]
paragraph: nos termos do art. 14-A, inc. I, da LC 898/2001, acrescentado pela LC 1.060/2008, os cargos providos pelos servidores inscritos na Lista Prioritária de Transferência Especial - LPTE, classificados nas Unidades Prisionais, conforme abaixo especificado: — [55, 684, 389, 730]
paragraph: DA PENITENCIÁRIA FEMININA “OSCAR GARCIA MACHADO” DE VOTORANTIM, DA CRC — [766, 1320, 1099, 1343]
paragraph: Robson Luiz Boaro, RG. 258624486, Agente de Escolta e Vigilância Penitenciária IV, do SQC-III-QSAP; — [411, 153, 744, 176]
paragraph: DA PENITENCIÁRIA DE REGISTRO, DA COREVALE — [1146, 303, 1370, 314]
paragraph: PARA O CENTRO DE DETENÇÃO PROVISÓRIA III DE PINHEIROS — [1146, 1378, 1434, 1389]
gov-logo-line1: GOVERNO DO ESTADO — [285, 2390, 378, 2399]
prodesp-icon — [71, 2358, 102, 2389]
paragraph: Everton Rogerio Silva De Souza, RG. 330772594, Agente de Escolta e Vigilância Penitenciária IV, do SQC-III-QSAP. — [411, 176, 744, 199]
coat-of-arms-icon — [310, 2339, 353, 2387]
paragraph: DA PENITENCIÁRIA FEMININA DA CAPITAL, da COREMETRO — [790, 1482, 1059, 1493]
paragraph: Da Penitenciária “Tenente PM José Alfredo Cintra Borin” de Reginópolis, da CRN — [55, 1159, 389, 1181]
paragraph: Michel da Guia Rosa, RG. 433497567, Agente de Escolta e Vigilância Penitenciária IV, do SQC-III-QSAP. — [411, 211, 744, 234]
paragraph: Do Centro de Detenção Provisória de Campinas, da CRC — [790, 142, 1029, 153]
paragraph: Evandro Pereira Machado, RG. 426900984, Agente de Escolta e Vigilância Penitenciária IV, do SQC-III-QSAP; — [55, 1251, 389, 1274]
paragraph: Da Penitenciária Feminina “Sandra Aparecida Lario Vianna” de Pirajuí, da CRN — [411, 823, 744, 846]
paragraph: DO CENTRO DE DETENÇÃO PROVISÓRIA DE CERQUEIRA CÉSAR, DA CRN — [766, 1136, 1099, 1158]
paragraph: PARA A PENITENCIÁRIA FEMININA II DE TREMEMBÉ — [1146, 361, 1378, 372]
paragraph: Para a Penitenciária II de Gália — [435, 511, 565, 522]
prodesp-logo-text: Prodesp — [110, 2358, 221, 2388]
paragraph: Luiz Carlos de Oliveira, RG 191991107, Agente de Escolta e Vigilância Penitenciária VI, do SQC-III-QSAP. — [55, 823, 389, 846]
paragraph: Rafael Souza Do Amaral, RG nº 45.692.828-5, AEVP - NV I do SQC-III-QSAP; — [1122, 1240, 1455, 1262]
paragraph: DO CENTRO DE PROGRESSÃO PENITENCIÁRIA “DR. ALBERTO BROCCHIERI” DE BAURU, DA CRN — [1122, 963, 1455, 985]
paragraph: PARA A PENITENCIÁRIA “MÁRIO DE MOURA ALBUQUERQUE” DE FRANCO DA ROCHA — [1122, 569, 1455, 591]
paragraph: Wagner Luiz Alves Maciel, RG. 40753264X, Agente de Escolta e Vigilância Penitenciária IV, do SQC-III-QSAP; — [55, 1471, 389, 1493]
paragraph: Marco Antonio Batista Lolli Ghetti, RG nº 60.099.757-1, AEVP - NV II do SQC-III-QSAP; — [1122, 1424, 1455, 1447]
paragraph: Do Centro de Detenção Provisória “ASP Nayan Xavier Ribeiro” de Ribeirão Preto, da CRN — [55, 754, 389, 776]
paragraph: Da Penitenciária de Franca, da CRN — [79, 1540, 232, 1551]
paragraph: Roseneide Goncalves dos Santos Milhoranca, RG 422431928, Agente de Segurança Penitenciária de Classe III, do SQC-III-QSAP. — [766, 719, 1099, 742]
paragraph: Rodrigo Polezer Rodrigues, RG. 401823453, Agente de Escolta e Vigilância Penitenciária III, do SQC-III-QSAP; — [411, 1436, 744, 1458]
paragraph: Do Centro de Detenção Provisória “ASP Sandro Alves da Silva” de Serra Azul, da CRN — [411, 465, 744, 488]
paragraph: Jose Henrique Gavirato De Araujo, RG. 453452395, Agente de Escolta e Vigilância Penitenciária III, do SQC-III-QSAP. — [411, 800, 744, 823]
paragraph: Rosilene Donizetti de Lima, RG 229327552, Agente de Segurança Penitenciária de Classe IV, do SQC-III-QSAP. — [766, 1159, 1099, 1181]
paragraph: nos termos do art. 16-A, inc. I, da LC 959/2004, acrescentado pela LC 1060/2008, os cargos providos pelas servidoras inscritas na Lista Prioritária de Transferência - LPT, classificadas nas Unidades Prisionais, conforme abaixo especificado: — [766, 1182, 1099, 1228]
paragraph: PARA A PENITENCIÁRIA I DE GALIA — [1146, 835, 1303, 846]
paragraph: Da Penitenciária “Dr. Antonio de Souza Neto” de Sorocaba, da CRC — [79, 107, 362, 118]
paragraph: DO CENTRO DE PROGRESSÃO PENITENCIÁRIA FEMININA “DRA. MARINA MARIGO CARDOSO DE OLIVEIRA” DO BUTANTAN, DA COREMETRO — [766, 650, 1099, 684]
paragraph: Rodrigo Mendonca, RG. 327184590, Agente de Escolta e Vigilância Penitenciária III, do SQC-III-QSAP; — [411, 707, 744, 730]
paragraph: Do Centro de Detenção Provisória “ASP Vanda Rita Brito do Rego” de Osasco, da COREMETRO — [55, 246, 389, 268]
paragraph: Jose Olimpio de Souza Neto, RG. 254792911, Agente de Escolta e Vigilância Penitenciária III, do SQC-III-QSAP; — [55, 858, 389, 881]
paragraph: Andria Ferreira da Silva, RG 292788149, Agente de Segurança Penitenciária de Classe IV, do SQC-III-QSAP; — [766, 1274, 1099, 1297]
paragraph: Luiz Henrique Goncalves, RG. 340280177, Agente de Escolta e Vigilância Penitenciária NV-II, do SQC-III-QSAP. — [55, 326, 389, 349]
paragraph: Marcos Rogerio Ferreira, RG. 326894962, Agente de Escolta e Vigilância Penitenciária IV, do SQC-III-QSAP. — [411, 615, 744, 638]
paragraph: Daniele Faria Andrade, RG. 339771720, Agente de Segurança Penitenciária de classe III do SQC-III-QSAP. — [766, 788, 1099, 811]
paragraph: Marcos Roberto De Barros Dos Reis, RG. 307294900, Agente de Escolta e Vigilância Penitenciária V, do SQC-III-QSAP; — [55, 1401, 389, 1424]
paragraph: Rafael Elias Tardivo, RG. 480131545, Agente de Escolta e Vigilância Penitenciária NV-III, do SQC-III-QSAP. — [55, 373, 389, 395]
paragraph: Rodolfo Jose Andre Da Cruz, RG. 445873371, Agente de Escolta e Vigilância Penitenciária III, do SQC-III-QSAP; — [411, 754, 744, 776]
paragraph: Eduardo Cezar Guinhones, RG. 345331801, Agente de Escolta e Vigilância Penitenciária IV, do SQC-III-QSAP. — [55, 1020, 389, 1043]
paragraph: Elisandra Okazaki Simiano Guerino, RG 32.880.219-0, Agente de Segurança Penitenciária de Classe III, do SQC-III-QSAP. — [766, 823, 1099, 846]
paragraph: nos termos dos art. 54 e 55 da LC 180/78, os cargos providos pelos servidores, classificados nas Unidades Prisionais, conforme abaixo especificado: — [1122, 777, 1455, 811]
paragraph: Solange Maria Silva de Paula, RG 397975272, Agente de Segurança Penitenciária de Classe III, do SQC-III-QSAP. — [1122, 419, 1455, 441]
paragraph: DO CENTRO DE PROGRESSÃO PENITENCIÁRIA FEMININA “DRA. “MARINA MARIGO CARDOSO DE OLIVEIRA” DO BUTANTAN, DA COREMETRO — [1122, 223, 1455, 257]
